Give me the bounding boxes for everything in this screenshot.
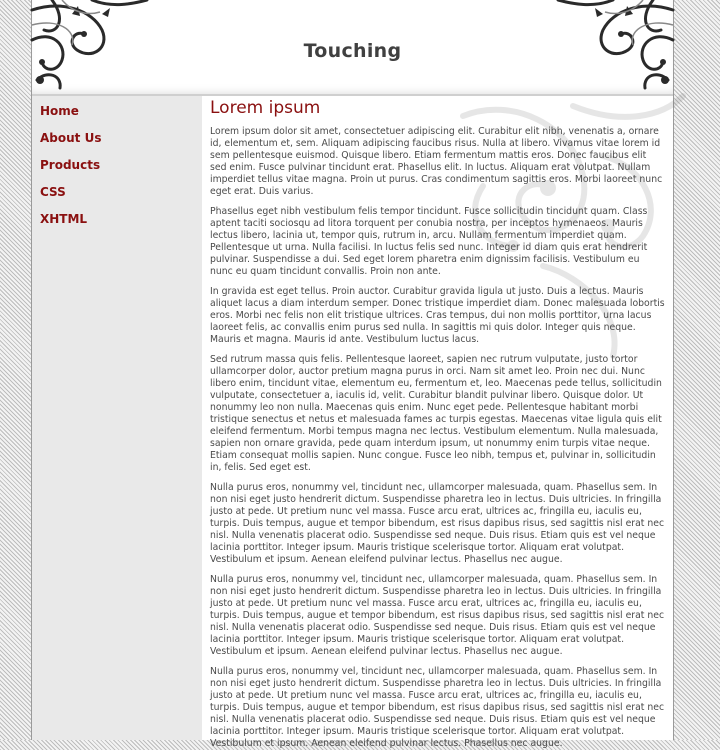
paragraph: Nulla purus eros, nonummy vel, tincidunt nec, ullamcorper malesuada, quam. Phasellus sem. In non nisi eget justo hendrerit dictum. Suspendisse pharetra leo in lectus. Duis ultricies. In fringilla justo at pede. Ut pretium nunc vel massa. Fusce arcu erat, ultrices ac, fringilla eu, iaculis eu, turpis. Duis tempus, augue et tempor bibendum, est risus dapibus risus, sed sagittis nisl erat nec nisl. Nulla venenatis placerat odio. Suspendisse sed neque. Duis risus. Etiam quis est vel neque lacinia porttitor. Integer ipsum. Mauris tristique scelerisque tortor. Aliquam erat volutpat. Vestibulum et ipsum. Aenean eleifend pulvinar lectus. Phasellus nec augue. xyxy=(210,666,665,749)
site-header xyxy=(32,0,673,96)
sidebar xyxy=(32,96,202,740)
page-container xyxy=(31,0,674,749)
main-navigation xyxy=(32,96,202,237)
paragraph: In gravida est eget tellus. Proin auctor. Curabitur gravida ligula ut justo. Duis a lectus. Mauris aliquet lacus a diam interdum semper. Donec tristique imperdiet diam. Donec malesuada lobortis eros. Morbi nec felis non elit tristique ultrices. Cras tempus, dui non mollis porttitor, urna lacus laoreet felis, ac convallis enim purus sed nulla. In sagittis mi quis dolor. Integer quis neque. Mauris et magna. Mauris id ante. Vestibulum luctus lacus. xyxy=(210,286,665,345)
nav-item-products[interactable]: Products xyxy=(40,158,101,172)
main-content xyxy=(202,96,673,749)
nav-item-css[interactable]: CSS xyxy=(40,185,66,199)
article xyxy=(202,96,673,750)
nav-item-about-us[interactable]: About Us xyxy=(40,131,102,145)
paragraph: Lorem ipsum dolor sit amet, consectetuer adipiscing elit. Curabitur elit nibh, venenatis a, ornare id, elementum et, sem. Aliquam adipiscing faucibus risus. Nulla at libero. Vivamus vitae lorem id sem pellentesque euismod. Quisque libero. Etiam fermentum mattis eros. Donec faucibus elit sed enim. Fusce pulvinar tincidunt erat. Phasellus elit. In luctus. Aliquam erat volutpat. Nullam imperdiet tellus vitae magna. Proin ut purus. Cras condimentum sagittis eros. Morbi laoreet nunc eget erat. Duis varius. xyxy=(210,126,663,197)
paragraph: Sed rutrum massa quis felis. Pellentesque laoreet, sapien nec rutrum vulputate, justo tortor ullamcorper dolor, auctor pretium magna purus in orci. Nam sit amet leo. Proin nec dui. Nunc libero enim, tincidunt vitae, elementum eu, fermentum et, leo. Maecenas pede tellus, sollicitudin vulputate, consectetuer a, iaculis id, velit. Curabitur blandit pulvinar libero. Quisque dolor. Ut nonummy leo non nulla. Maecenas quis enim. Nunc eget pede. Pellentesque habitant morbi tristique senectus et netus et malesuada fames ac turpis egestas. Maecenas vitae ligula quis elit eleifend fermentum. Morbi tempus magna nec lectus. Vestibulum elementum. Nulla malesuada, sapien non ornare gravida, pede quam interdum ipsum, ut nonummy enim turpis vitae neque. Etiam consequat mollis sapien. Nunc congue. Fusce leo nibh, tempus et, pulvinar in, sollicitudin in, felis. Sed eget est. xyxy=(210,354,662,473)
page-heading: Lorem ipsum xyxy=(210,98,321,118)
paragraph: Nulla purus eros, nonummy vel, tincidunt nec, ullamcorper malesuada, quam. Phasellus sem. In non nisi eget justo hendrerit dictum. Suspendisse pharetra leo in lectus. Duis ultricies. In fringilla justo at pede. Ut pretium nunc vel massa. Fusce arcu erat, ultrices ac, fringilla eu, iaculis eu, turpis. Duis tempus, augue et tempor bibendum, est risus dapibus risus, sed sagittis nisl erat nec nisl. Nulla venenatis placerat odio. Suspendisse sed neque. Duis risus. Etiam quis est vel neque lacinia porttitor. Integer ipsum. Mauris tristique scelerisque tortor. Aliquam erat volutpat. Vestibulum et ipsum. Aenean eleifend pulvinar lectus. Phasellus nec augue. xyxy=(210,574,665,657)
paragraph: Phasellus eget nibh vestibulum felis tempor tincidunt. Fusce sollicitudin tincidunt quam. Class aptent taciti sociosqu ad litora torquent per conubia nostra, per inceptos hymenaeos. Mauris lectus libero, lacinia ut, tempor quis, rutrum in, arcu. Nullam fermentum imperdiet quam. Pellentesque ut urna. Nulla facilisi. In luctus felis sed nunc. Integer id diam quis erat hendrerit pulvinar. Suspendisse a dui. Sed eget lorem pharetra enim dignissim facilisis. Vestibulum eu nunc eu quam tincidunt convallis. Proin non ante. xyxy=(210,206,648,277)
paragraph: Nulla purus eros, nonummy vel, tincidunt nec, ullamcorper malesuada, quam. Phasellus sem. In non nisi eget justo hendrerit dictum. Suspendisse pharetra leo in lectus. Duis ultricies. In fringilla justo at pede. Ut pretium nunc vel massa. Fusce arcu erat, ultrices ac, fringilla eu, iaculis eu, turpis. Duis tempus, augue et tempor bibendum, est risus dapibus risus, sed sagittis nisl erat nec nisl. Nulla venenatis placerat odio. Suspendisse sed neque. Duis risus. Etiam quis est vel neque lacinia porttitor. Integer ipsum. Mauris tristique scelerisque tortor. Aliquam erat volutpat. Vestibulum et ipsum. Aenean eleifend pulvinar lectus. Phasellus nec augue. xyxy=(210,482,665,565)
nav-item-xhtml[interactable]: XHTML xyxy=(40,212,88,226)
site-title: Touching xyxy=(303,40,402,62)
nav-item-home[interactable]: Home xyxy=(40,104,79,118)
